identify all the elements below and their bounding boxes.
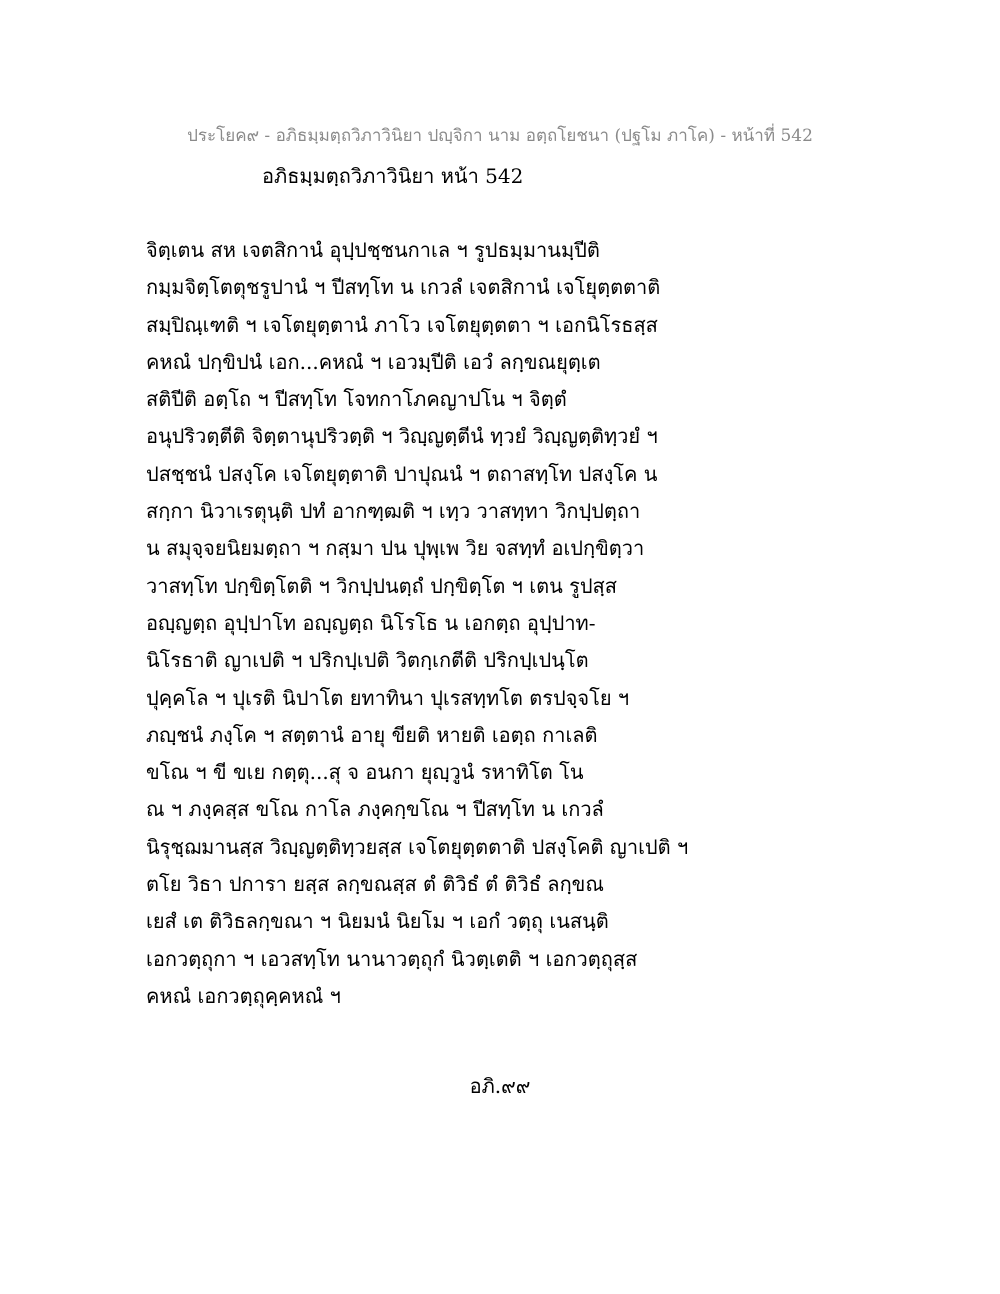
text-line: อญฺญตฺถ อุปฺปาโท อญฺญตฺถ นิโรโธ น เอกตฺถ อุปฺปาท- xyxy=(146,610,596,635)
text-line: นิรุชฺฌมานสฺส วิญฺญตฺติทฺวยสฺส เจโตยุตฺตตาติ ปสงฺโคติ ญาเปติ ฯ xyxy=(146,834,689,859)
text-line: น สมุจฺจยนิยมตฺถา ฯ กสฺมา ปน ปุพฺเพ วิย จสทฺทํ อเปกฺขิตฺวา xyxy=(146,536,645,561)
text-line: ปสชฺชนํ ปสงฺโค เจโตยุตฺตาติ ปาปุณนํ ฯ ตถาสทฺโท ปสงฺโค น xyxy=(146,461,658,486)
text-line: ปุคฺคโล ฯ ปุเรติ นิปาโต ยทาทินา ปุเรสทฺทโต ตรปจฺจโย ฯ xyxy=(146,685,630,710)
text-line: คหณํ เอกวตฺถุคฺคหณํ ฯ xyxy=(146,983,341,1008)
text-line: วาสทฺโท ปกฺขิตฺโตติ ฯ วิกปฺปนตฺถํ ปกฺขิตฺโต ฯ เตน รูปสฺส xyxy=(146,573,617,598)
text-line: เยสํ เต ติวิธลกฺขณา ฯ นิยมนํ นิยโม ฯ เอกํ วตฺถุ เนสนฺติ xyxy=(146,909,609,934)
text-line: สมฺปิณฺเฑติ ฯ เจโตยุตฺตานํ ภาโว เจโตยุตฺตตา ฯ เอกนิโรธสฺส xyxy=(146,312,658,337)
text-line: นิโรธาติ ญาเปติ ฯ ปริกปฺเปติ วิตกฺเกตีติ ปริกปฺเปนฺโต xyxy=(146,648,589,673)
text-line: ภญฺชนํ ภงฺโค ฯ สตฺตานํ อายุ ขียติ หายติ เอตฺถ กาเลติ xyxy=(146,722,598,747)
text-line: สกฺกา นิวาเรตุนฺติ ปทํ อากฑฺฒติ ฯ เทฺว วาสทฺทา วิกปฺปตฺถา xyxy=(146,499,641,524)
body-text xyxy=(146,232,866,1015)
text-line: จิตฺเตน สห เจตสิกานํ อุปฺปชฺชนกาเล ฯ รูปธมฺมานมฺปีติ xyxy=(146,238,600,262)
text-line: กมฺมจิตฺโตตุชรูปานํ ฯ ปีสทฺโท น เกวลํ เจตสิกานํ เจโยุตฺตตาติ xyxy=(146,275,661,300)
text-line: สติปีติ อตฺโถ ฯ ปีสทฺโท โจทกาโภคญาปโน ฯ จิตฺตํ xyxy=(146,387,567,412)
text-line: เอกวตฺถุกา ฯ เอวสทฺโท นานาวตฺถุกํ นิวตฺเตติ ฯ เอกวตฺถุสฺส xyxy=(146,946,638,971)
text-line: คหณํ ปกฺขิปนํ เอก...คหณํ ฯ เอวมฺปีติ เอวํ ลกฺขณยุตฺเต xyxy=(146,349,601,374)
text-line: ณ ฯ ภงฺคสฺส ขโณ กาโล ภงฺคกฺขโณ ฯ ปีสทฺโท น เกวลํ xyxy=(146,797,604,822)
text-line: ขโณ ฯ ขี ขเย กตฺตุ...สุ จ อนกา ยุญฺวูนํ รหาทิโต โน xyxy=(146,760,584,785)
page-title: อภิธมฺมตฺถวิภาวินิยา หน้า 542 xyxy=(262,164,524,188)
text-line: อนุปริวตฺตีติ จิตฺตานุปริวตฺติ ฯ วิญฺญตฺตีนํ ทฺวยํ วิญฺญตฺติทฺวยํ ฯ xyxy=(146,424,658,449)
running-header: ประโยค๙ - อภิธมฺมตฺถวิภาวินิยา ปญฺจิกา นาม อตฺถโยชนา (ปฐโม ภาโค) - หน้าที่ 542 xyxy=(187,126,813,146)
text-line: ตโย วิธา ปการา ยสฺส ลกฺขณสฺส ตํ ติวิธํ ตํ ติวิธํ ลกฺขณ xyxy=(146,872,604,897)
page-marker: อภิ.๙๙ xyxy=(469,1074,531,1098)
